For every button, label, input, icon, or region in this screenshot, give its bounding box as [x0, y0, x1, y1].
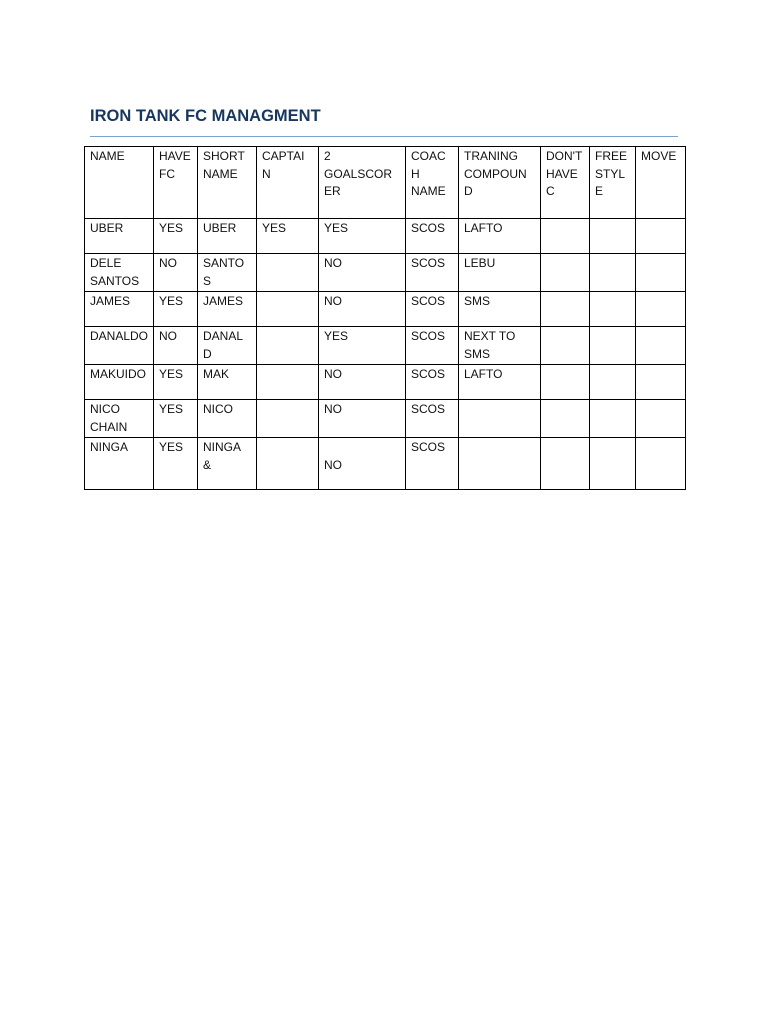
- table-row: [85, 292, 686, 327]
- table-cell: LAFTO: [459, 365, 541, 400]
- table-cell: NO: [154, 254, 198, 292]
- table-cell: [636, 400, 686, 438]
- header-cell: CAPTAIN: [257, 147, 319, 219]
- table-cell: SCOS: [406, 292, 459, 327]
- table-cell: NO: [319, 400, 406, 438]
- table-cell: [590, 219, 636, 254]
- table-cell: [590, 400, 636, 438]
- table-row: [85, 327, 686, 365]
- table-cell: UBER: [198, 219, 257, 254]
- table-cell: [541, 365, 590, 400]
- table-cell: [636, 438, 686, 490]
- page-title: IRON TANK FC MANAGMENT: [90, 107, 321, 125]
- table-cell: [257, 365, 319, 400]
- table-cell: [636, 327, 686, 365]
- table-cell: [541, 438, 590, 490]
- table-cell: [541, 400, 590, 438]
- table-cell: [541, 254, 590, 292]
- table-cell: DELE SANTOS: [85, 254, 154, 292]
- table-cell: YES: [154, 365, 198, 400]
- table-row: [85, 219, 686, 254]
- table-cell: SCOS: [406, 254, 459, 292]
- table-cell: [590, 254, 636, 292]
- header-cell: MOVE: [636, 147, 686, 219]
- table-cell: [257, 292, 319, 327]
- table-row: [85, 438, 686, 490]
- table-cell: DANALDO: [85, 327, 154, 365]
- table-cell: [590, 327, 636, 365]
- table-cell: NINGA: [85, 438, 154, 490]
- table-cell: [541, 292, 590, 327]
- table-cell: MAK: [198, 365, 257, 400]
- table-cell: SMS: [459, 292, 541, 327]
- table-cell: [590, 438, 636, 490]
- table-cell: UBER: [85, 219, 154, 254]
- table-cell-text: NO: [324, 457, 342, 472]
- table-cell: NICO CHAIN: [85, 400, 154, 438]
- table-cell: [636, 292, 686, 327]
- header-cell: COACH NAME: [406, 147, 459, 219]
- header-cell: FREE STYLE: [590, 147, 636, 219]
- header-cell: DON'T HAVE C: [541, 147, 590, 219]
- table-header-row: [85, 147, 686, 219]
- table-cell: YES: [154, 219, 198, 254]
- header-cell: SHORT NAME: [198, 147, 257, 219]
- table-cell: [257, 254, 319, 292]
- table-cell: NINGA &: [198, 438, 257, 490]
- table-cell: YES: [154, 438, 198, 490]
- table-cell: NO: [154, 327, 198, 365]
- table-row: [85, 365, 686, 400]
- header-cell: HAVE FC: [154, 147, 198, 219]
- table-cell: DANALD: [198, 327, 257, 365]
- table-cell: YES: [154, 292, 198, 327]
- table-cell: NEXT TO SMS: [459, 327, 541, 365]
- table-cell: MAKUIDO: [85, 365, 154, 400]
- table-cell: [257, 400, 319, 438]
- table-cell: YES: [257, 219, 319, 254]
- table-cell: [459, 400, 541, 438]
- table-cell: YES: [154, 400, 198, 438]
- table-cell: SCOS: [406, 327, 459, 365]
- header-cell: NAME: [85, 147, 154, 219]
- table-cell: YES: [319, 219, 406, 254]
- table-cell: [459, 438, 541, 490]
- table-cell: JAMES: [198, 292, 257, 327]
- table-cell: [636, 365, 686, 400]
- table-cell: SCOS: [406, 438, 459, 490]
- table-cell: NO: [319, 365, 406, 400]
- table-row: [85, 400, 686, 438]
- title-underline: [90, 136, 678, 137]
- table-cell: YES: [319, 327, 406, 365]
- table-cell: NICO: [198, 400, 257, 438]
- table-cell: [590, 365, 636, 400]
- table-cell: SCOS: [406, 219, 459, 254]
- table-cell: SANTOS: [198, 254, 257, 292]
- table-cell: [636, 219, 686, 254]
- blank-line: [324, 439, 400, 457]
- table-row: [85, 254, 686, 292]
- table-cell: JAMES: [85, 292, 154, 327]
- header-cell: 2 GOALSCORER: [319, 147, 406, 219]
- table-cell: [636, 254, 686, 292]
- table-cell: NO: [319, 292, 406, 327]
- header-cell: TRANING COMPOUND: [459, 147, 541, 219]
- table-cell: [541, 219, 590, 254]
- table-cell: NO: [319, 254, 406, 292]
- team-table: [84, 146, 686, 490]
- table-cell: LEBU: [459, 254, 541, 292]
- table-cell: SCOS: [406, 400, 459, 438]
- table-cell: [590, 292, 636, 327]
- table-cell: [257, 327, 319, 365]
- table-cell: SCOS: [406, 365, 459, 400]
- table-cell: [319, 438, 406, 490]
- table-cell: LAFTO: [459, 219, 541, 254]
- table-cell: [541, 327, 590, 365]
- table-cell: [257, 438, 319, 490]
